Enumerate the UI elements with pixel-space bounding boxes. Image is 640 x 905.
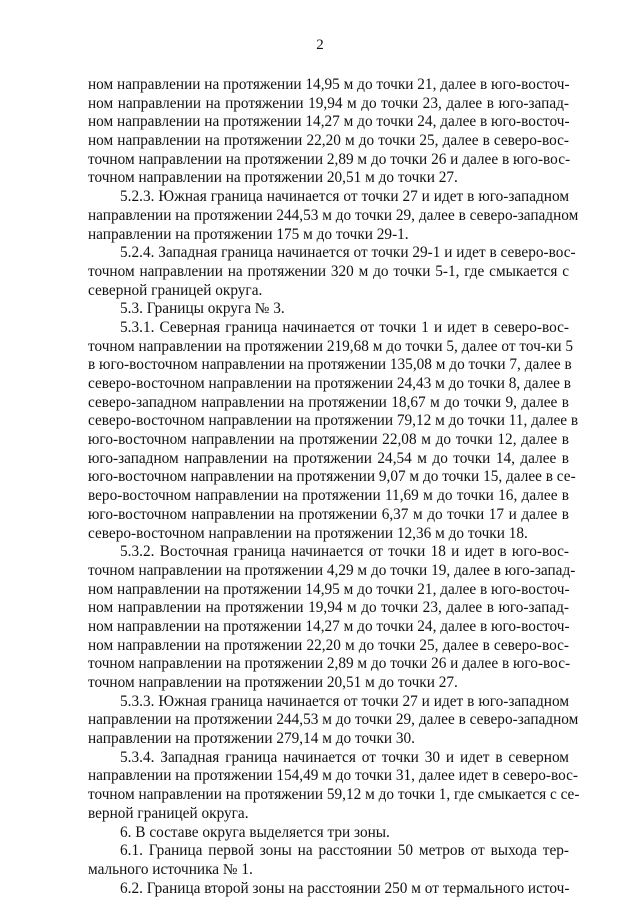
- text-line: направлении на протяжении 244,53 м до точки 29, далее в северо-западном: [88, 711, 579, 729]
- text-line: северо-восточном направлении на протяжении 79,12 м до точки 11, далее в: [88, 412, 579, 430]
- text-line: веро-восточном направлении на протяжении 11,69 м до точки 16, далее в: [88, 487, 569, 505]
- text-line: точном направлении на протяжении 2,89 м до точки 26 и далее в юго-вос-: [88, 655, 571, 673]
- text-line: 5.2.3. Южная граница начинается от точки 27 и идет в юго-западном: [120, 188, 569, 206]
- text-line: точном направлении на протяжении 20,51 м до точки 27.: [88, 674, 458, 691]
- text-line: северной границей округа.: [88, 281, 263, 299]
- page-number: 2: [316, 37, 324, 53]
- text-line: северо-западном направлении на протяжении 18,67 м до точки 9, далее в: [88, 393, 569, 411]
- text-line: северо-восточном направлении на протяжении 12,36 м до точки 18.: [88, 524, 528, 542]
- text-line: северо-восточном направлении на протяжении 24,43 м до точки 8, далее в: [88, 375, 571, 392]
- document-body: [88, 76, 580, 898]
- text-line: мального источника № 1.: [88, 860, 253, 878]
- text-line: ном направлении на протяжении 14,95 м до точки 21, далее в юго-восточ-: [88, 76, 570, 93]
- text-line: 6. В составе округа выделяется три зоны.: [120, 823, 390, 841]
- text-line: ном направлении на протяжении 19,94 м до точки 23, далее в юго-запад-: [88, 94, 569, 112]
- text-line: 5.3.1. Северная граница начинается от точки 1 и идет в северо-вос-: [120, 318, 569, 336]
- text-line: 6.2. Граница второй зоны на расстоянии 250 м от термального источ-: [120, 879, 570, 897]
- text-line: ном направлении на протяжении 19,94 м до точки 23, далее в юго-запад-: [88, 599, 569, 617]
- text-line: верной границей округа.: [88, 804, 249, 822]
- text-line: юго-восточном направлении на протяжении 9,07 м до точки 15, далее в се-: [88, 468, 576, 486]
- text-line: точном направлении на протяжении 219,68 м до точки 5, далее от точ-ки 5: [88, 337, 573, 355]
- text-line: точном направлении на протяжении 20,51 м до точки 27.: [88, 169, 458, 187]
- text-line: 5.3.3. Южная граница начинается от точки 27 и идет в юго-западном: [120, 692, 569, 710]
- text-line: 5.3.2. Восточная граница начинается от точки 18 и идет в юго-вос-: [120, 543, 569, 561]
- text-line: 5.3. Границы округа № 3.: [120, 300, 285, 318]
- text-line: 5.3.4. Западная граница начинается от точки 30 и идет в северном: [120, 748, 569, 766]
- text-line: точном направлении на протяжении 2,89 м до точки 26 и далее в юго-вос-: [88, 150, 571, 168]
- text-line: юго-восточном направлении на протяжении 6,37 м до точки 17 и далее в: [88, 505, 569, 523]
- text-line: ном направлении на протяжении 22,20 м до точки 25, далее в северо-вос-: [88, 636, 569, 654]
- text-line: ном направлении на протяжении 22,20 м до точки 25, далее в северо-вос-: [88, 132, 569, 150]
- text-line: точном направлении на протяжении 59,12 м до точки 1, где смыкается с се-: [88, 786, 580, 804]
- text-line: точном направлении на протяжении 320 м до точки 5-1, где смыкается с: [88, 262, 569, 280]
- text-line: направлении на протяжении 279,14 м до точки 30.: [88, 730, 416, 748]
- text-line: юго-западном направлении на протяжении 24,54 м до точки 14, далее в: [88, 449, 569, 467]
- text-line: точном направлении на протяжении 4,29 м до точки 19, далее в юго-запад-: [88, 561, 576, 579]
- text-line: ном направлении на протяжении 14,27 м до точки 24, далее в юго-восточ-: [88, 113, 570, 131]
- text-line: в юго-восточном направлении на протяжении 135,08 м до точки 7, далее в: [88, 356, 572, 374]
- text-line: ном направлении на протяжении 14,27 м до точки 24, далее в юго-восточ-: [88, 617, 570, 635]
- text-line: направлении на протяжении 154,49 м до точки 31, далее идет в северо-вос-: [88, 767, 579, 785]
- text-line: ном направлении на протяжении 14,95 м до точки 21, далее в юго-восточ-: [88, 580, 570, 598]
- text-line: направлении на протяжении 244,53 м до точки 29, далее в северо-западном: [88, 206, 579, 224]
- text-line: направлении на протяжении 175 м до точки 29-1.: [88, 225, 409, 243]
- text-line: юго-восточном направлении на протяжении 22,08 м до точки 12, далее в: [88, 431, 569, 449]
- text-line: 6.1. Граница первой зоны на расстоянии 50 метров от выхода тер-: [120, 842, 569, 860]
- text-line: 5.2.4. Западная граница начинается от точки 29-1 и идет в северо-вос-: [120, 244, 576, 262]
